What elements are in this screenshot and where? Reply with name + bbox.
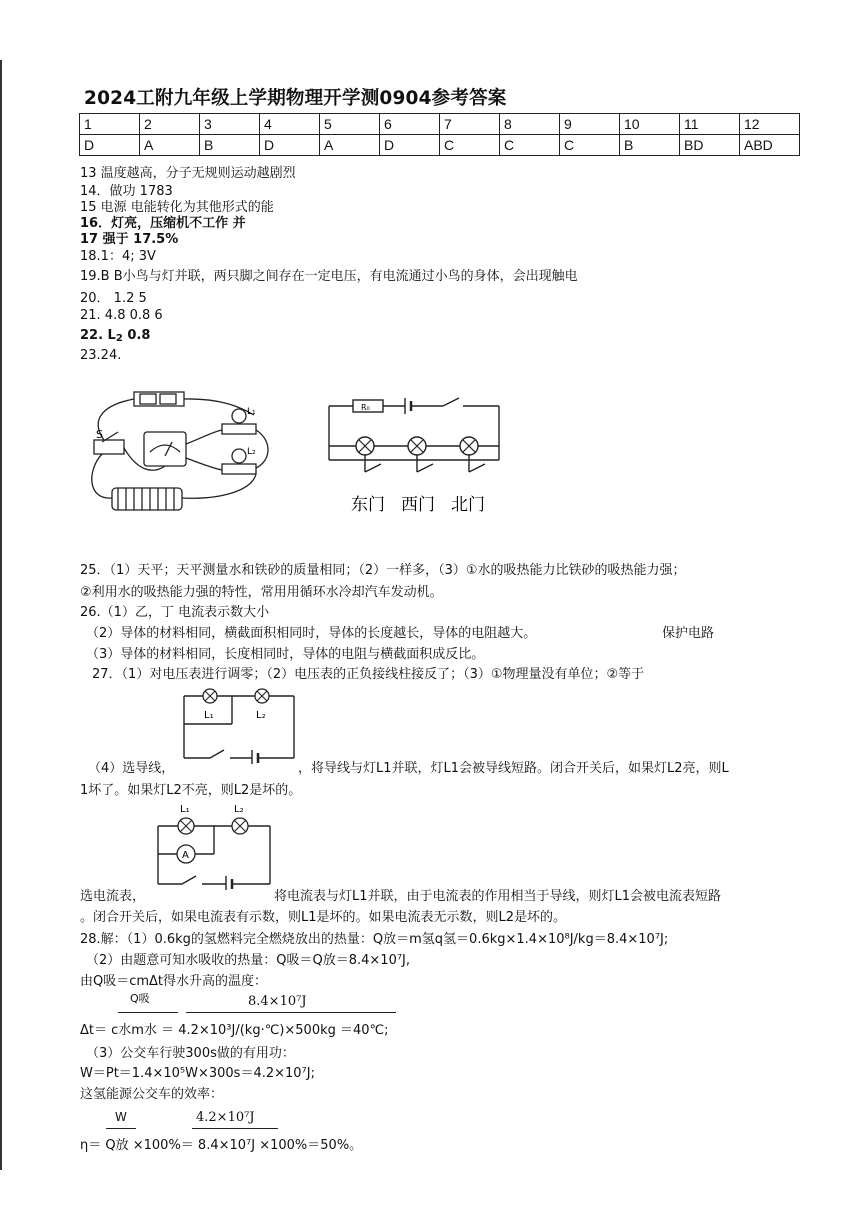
answer-27-line1: 27．（1）对电压表进行调零；（2）电压表的正负接线柱接反了；（3）①物理量没有单位；②等于 xyxy=(92,667,645,682)
answer-value-cell: A xyxy=(140,135,200,156)
answer-28-line4: Δt＝ c水m水 ＝ 4.2×10³J/(kg·℃)×500kg ＝40℃; xyxy=(80,1023,389,1038)
answer-value-cell: D xyxy=(380,135,440,156)
answer-27-4-line1: ，将导线与灯L1并联，灯L1会被导线短路。闭合开关后，如果灯L2亮，则L xyxy=(298,761,729,776)
circuit-diagram-27b xyxy=(154,800,278,890)
answer-number-cell: 5 xyxy=(320,114,380,135)
label-l2: L₂ xyxy=(247,447,256,457)
answer-28-line2: （2）由题意可知水吸收的热量：Q吸＝Q放＝8.4×10⁷J, xyxy=(86,953,411,968)
answer-28-line7: 这氢能源公交车的效率： xyxy=(80,1087,224,1102)
formula-numerator-value: 4.2×10⁷J xyxy=(196,1110,255,1125)
answer-21: 21. 4.8 0.8 6 xyxy=(80,308,163,323)
answer-19: 19.B B小鸟与灯并联，两只脚之间存在一定电压，有电流通过小鸟的身体，会出现触电 xyxy=(80,269,578,284)
answer-26-line3: （3）导体的材料相同，长度相同时，导体的电阻与横截面积成反比。 xyxy=(86,647,485,662)
table-row xyxy=(80,135,800,156)
page-left-edge xyxy=(0,60,2,1170)
label-west-gate: 西门 xyxy=(401,495,435,515)
answer-28-line5: （3）公交车行驶300s做的有用功： xyxy=(86,1046,295,1061)
answer-16: 16．灯亮，压缩机不工作 并 xyxy=(80,216,246,231)
answer-value-cell: C xyxy=(500,135,560,156)
answer-number-cell: 10 xyxy=(620,114,680,135)
answer-number-cell: 12 xyxy=(740,114,800,135)
answer-27-5-lead: 选电流表， xyxy=(80,889,146,904)
answer-26-line1: 26.（1）乙，丁 电流表示数大小 xyxy=(80,605,270,620)
label-r0: R₀ xyxy=(361,403,370,412)
answer-value-cell: D xyxy=(80,135,140,156)
answer-28-line8: η＝ Q放 ×100%＝ 8.4×10⁷J ×100%＝50%。 xyxy=(80,1138,363,1153)
label-s: S xyxy=(96,428,103,441)
answer-number-cell: 4 xyxy=(260,114,320,135)
answer-value-cell: A xyxy=(320,135,380,156)
answer-number-cell: 7 xyxy=(440,114,500,135)
table-row xyxy=(80,114,800,135)
answer-value-cell: D xyxy=(260,135,320,156)
answer-28-line1: 28.解：（1）0.6kg的氢燃料完全燃烧放出的热量：Q放＝m氢q氢＝0.6kg×1.4×10⁸J/kg＝8.4×10⁷J; xyxy=(80,932,669,947)
answer-number-cell: 8 xyxy=(500,114,560,135)
answer-18: 18.1：4; 3V xyxy=(80,249,156,264)
label-l2: L₂ xyxy=(234,804,244,815)
answer-value-cell: C xyxy=(440,135,500,156)
answer-28-line3: 由Q吸＝cmΔt得水升高的温度： xyxy=(80,974,268,989)
answer-number-cell: 6 xyxy=(380,114,440,135)
answer-number-cell: 1 xyxy=(80,114,140,135)
answer-14: 14．做功 1783 xyxy=(80,184,173,199)
label-l2: L₂ xyxy=(256,710,266,721)
formula-numerator-q: Q吸 xyxy=(130,992,150,1005)
answer-table xyxy=(79,113,800,156)
answer-26-line2: （2）导体的材料相同，横截面积相同时，导体的长度越长，导体的电阻越大。 xyxy=(86,626,537,641)
label-l1: L₁ xyxy=(180,804,190,815)
answer-number-cell: 11 xyxy=(680,114,740,135)
formula-numerator-value: 8.4×10⁷J xyxy=(248,994,307,1009)
answer-value-cell: B xyxy=(620,135,680,156)
answer-20: 20． 1.2 5 xyxy=(80,291,147,306)
answer-number-cell: 3 xyxy=(200,114,260,135)
answer-25-line1: 25．（1）天平；天平测量水和铁砂的质量相同；（2）一样多，（3）①水的吸热能力比铁砂的吸热能力强； xyxy=(80,563,686,578)
answer-value-cell: ABD xyxy=(740,135,800,156)
fraction-bar xyxy=(192,1128,278,1129)
answer-27-4-lead: （4）选导线， xyxy=(88,761,175,776)
answer-22: 22. $L_2$ 0.8 xyxy=(80,328,151,344)
label-l1: L₁ xyxy=(204,710,214,721)
answer-26-protect: 保护电路 xyxy=(662,626,715,641)
answer-number-cell: 9 xyxy=(560,114,620,135)
label-east-gate: 东门 xyxy=(351,495,385,515)
answer-number-cell: 2 xyxy=(140,114,200,135)
circuit-sketch-23 xyxy=(82,380,282,530)
answer-15: 15 电源 电能转化为其他形式的能 xyxy=(80,200,274,215)
circuit-diagram-27a xyxy=(180,686,300,764)
fraction-bar xyxy=(106,1128,136,1129)
ammeter-label: A xyxy=(182,850,189,861)
answer-value-cell: BD xyxy=(680,135,740,156)
answer-17: 17 强于 17.5% xyxy=(80,232,179,247)
answer-27-4-line2: 1坏了。如果灯L2不亮，则L2是坏的。 xyxy=(80,783,302,798)
answer-27-5-line1: 将电流表与灯L1并联，由于电流表的作用相当于导线，则灯L1会被电流表短路 xyxy=(274,889,722,904)
answer-28-line6: W＝Pt＝1.4×10⁵W×300s＝4.2×10⁷J; xyxy=(80,1066,315,1081)
answer-27-5-line2: 。闭合开关后，如果电流表有示数，则L1是坏的。如果电流表无示数，则L2是坏的。 xyxy=(80,910,567,925)
answer-25-line2: ②利用水的吸热能力强的特性，常用用循环水冷却汽车发动机。 xyxy=(80,585,443,600)
label-north-gate: 北门 xyxy=(451,495,485,515)
answer-value-cell: B xyxy=(200,135,260,156)
answer-value-cell: C xyxy=(560,135,620,156)
circuit-diagram-24 xyxy=(325,390,505,520)
fraction-bar xyxy=(186,1012,396,1013)
formula-numerator-w: W xyxy=(115,1110,127,1124)
answer-13: 13 温度越高，分子无规则运动越剧烈 xyxy=(80,166,296,181)
page-title: 2024工附九年级上学期物理开学测0904参考答案 xyxy=(84,88,507,109)
answer-23-24: 23.24. xyxy=(80,348,122,363)
fraction-bar xyxy=(118,1012,178,1013)
label-l1: L₁ xyxy=(247,407,256,417)
